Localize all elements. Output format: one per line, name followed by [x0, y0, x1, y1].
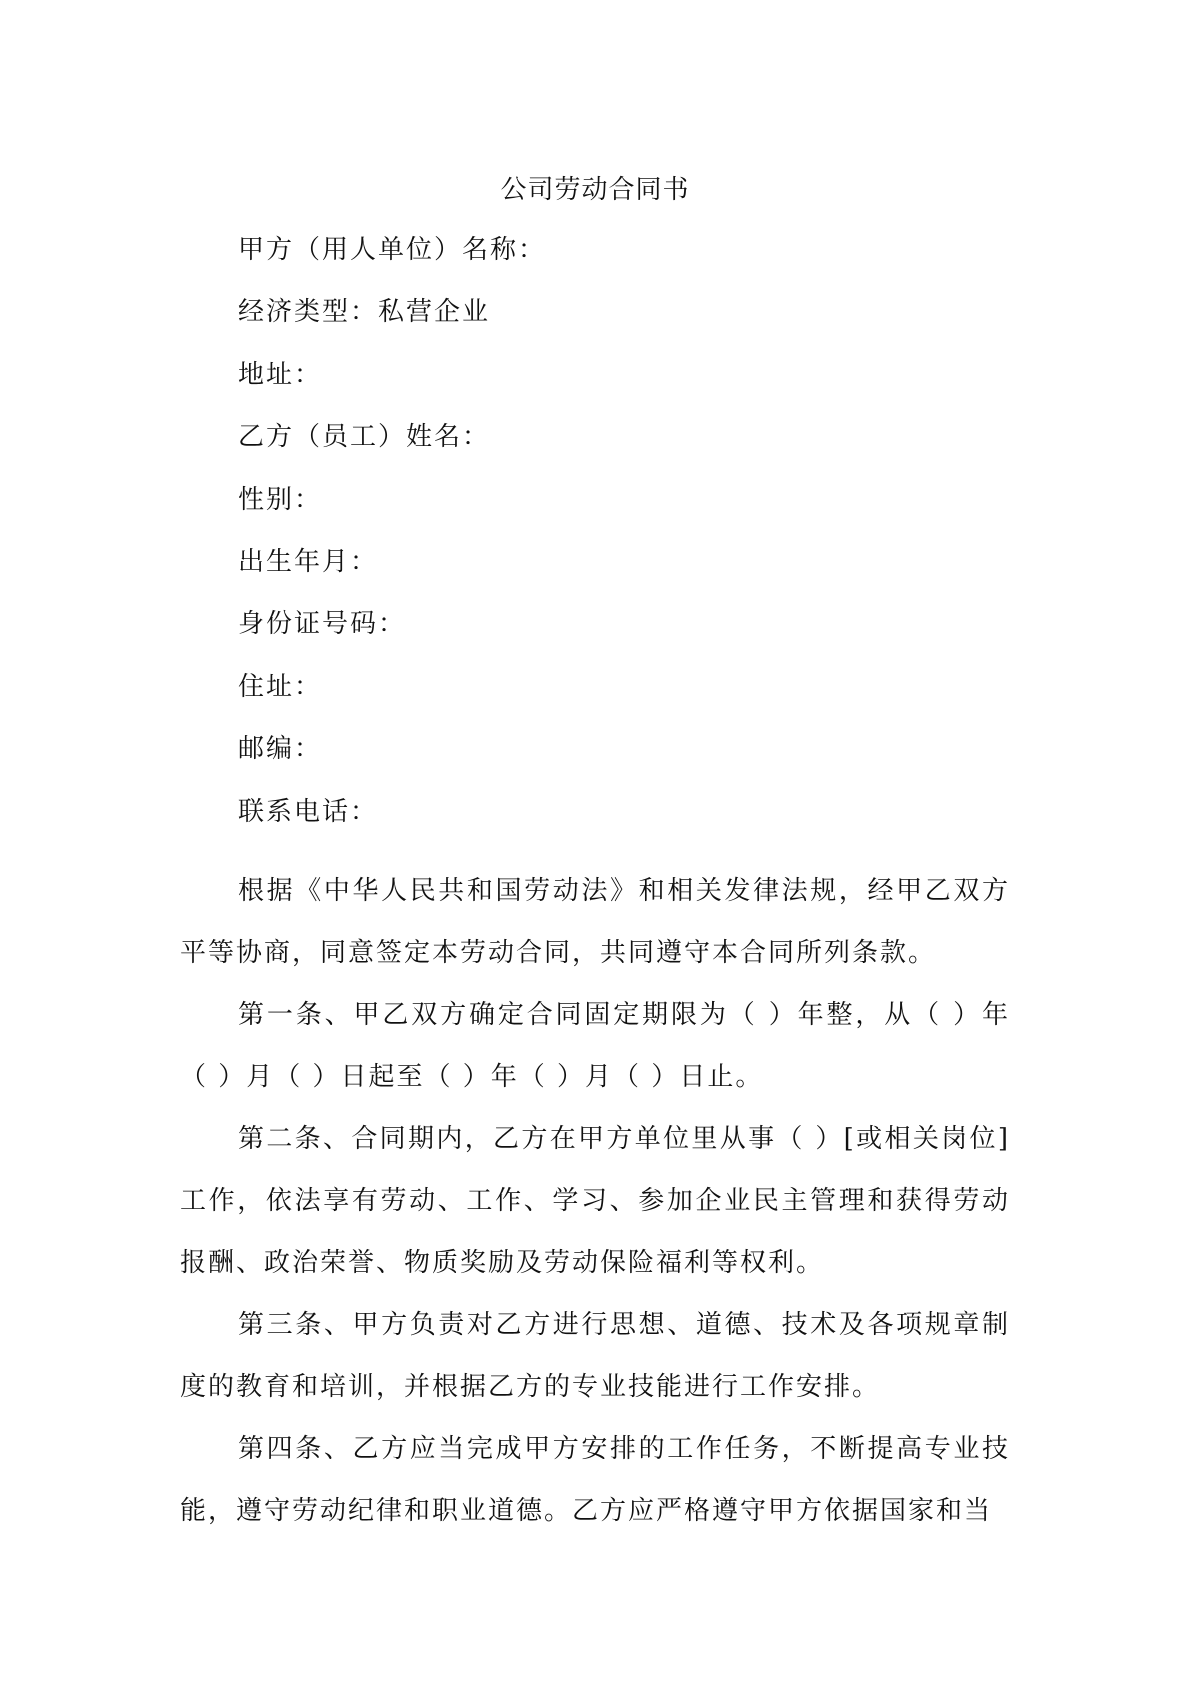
field-employee-name: 乙方（员工）姓名： — [238, 422, 491, 453]
paragraph-preamble: 根据《中华人民共和国劳动法》和相关发律法规，经甲乙双方平等协商，同意签定本劳动合同，共同遵守本合同所列条款。 — [180, 876, 1010, 968]
contract-body — [180, 860, 1010, 1542]
field-gender: 性别： — [238, 484, 323, 515]
paragraph-article-4: 第四条、乙方应当完成甲方安排的工作任务，不断提高专业技能，遵守劳动纪律和职业道德。乙方应严格遵守甲方依据国家和当 — [180, 1434, 1010, 1526]
field-id-number: 身份证号码： — [238, 609, 407, 640]
field-phone: 联系电话： — [238, 796, 379, 827]
field-economic-type: 经济类型：私营企业 — [238, 297, 491, 328]
paragraph-article-3: 第三条、甲方负责对乙方进行思想、道德、技术及各项规章制度的教育和培训，并根据乙方的专业技能进行工作安排。 — [180, 1310, 1010, 1402]
field-postal-code: 邮编： — [238, 734, 323, 765]
paragraph-article-2: 第二条、合同期内，乙方在甲方单位里从事（ ）[或相关岗位]工作，依法享有劳动、工作、学习、参加企业民主管理和获得劳动报酬、政治荣誉、物质奖励及劳动保险福利等权利。 — [180, 1124, 1010, 1278]
paragraph-article-1: 第一条、甲乙双方确定合同固定期限为（ ）年整，从（ ）年（ ）月（ ）日起至（ ）年（ ）月（ ）日止。 — [180, 1000, 1010, 1092]
field-employer-address: 地址： — [238, 359, 323, 390]
document-title: 公司劳动合同书 — [500, 175, 690, 205]
party-info-fields — [238, 232, 1038, 856]
field-residence: 住址： — [238, 671, 323, 702]
field-employer-name: 甲方（用人单位）名称： — [238, 235, 547, 265]
field-birth-date: 出生年月： — [238, 546, 379, 577]
